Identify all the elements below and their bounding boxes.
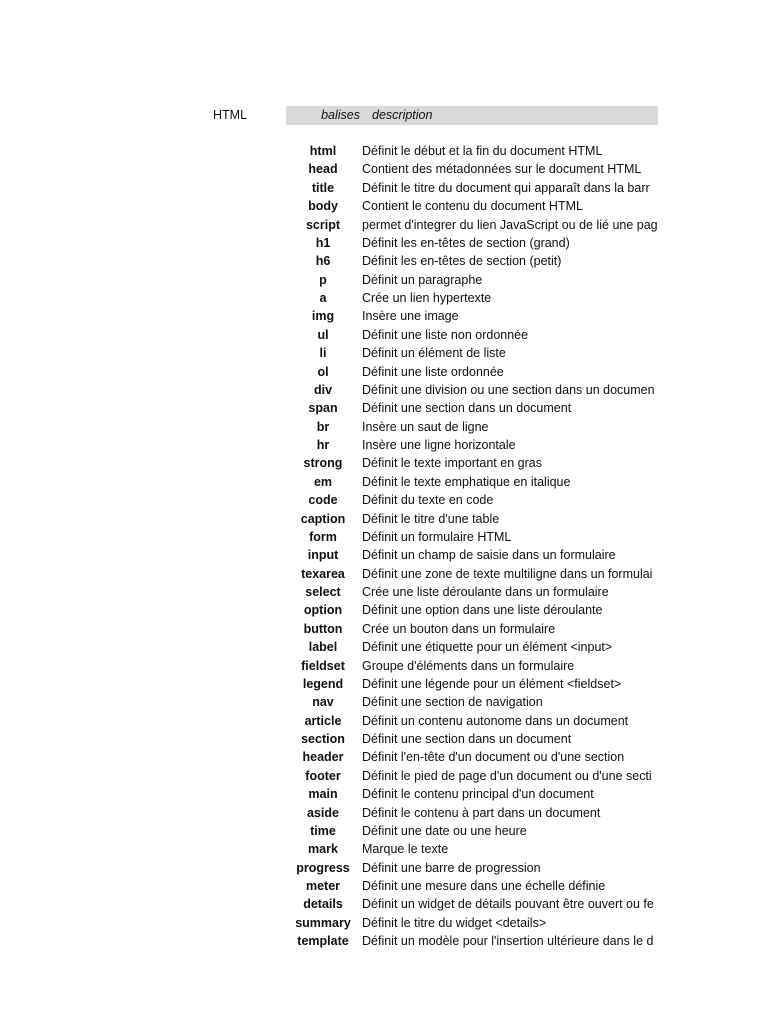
tag-name: strong (303, 456, 343, 471)
tag-description: Définit une option dans une liste déroulante (362, 603, 603, 618)
tag-name: input (307, 548, 339, 563)
table-row (286, 638, 658, 656)
tag-description: Définit l'en-tête d'un document ou d'une section (362, 750, 625, 765)
table-row (286, 491, 658, 509)
table-row (286, 620, 658, 638)
table-row (286, 804, 658, 822)
table-row (286, 289, 658, 307)
table-row (286, 528, 658, 546)
tag-name: option (303, 603, 343, 618)
tag-name: caption (300, 511, 346, 526)
tag-name: body (308, 199, 338, 214)
tag-name: footer (305, 768, 341, 783)
table-row (286, 895, 658, 913)
tag-description: Définit le pied de page d'un document ou d'une secti (362, 768, 652, 783)
table-row (286, 179, 658, 197)
table-row (286, 363, 658, 381)
tag-name: img (311, 309, 335, 324)
tag-description: Définit le titre du widget <details> (362, 915, 547, 930)
tag-description: Insère une ligne horizontale (362, 438, 516, 452)
tag-name: section (301, 732, 345, 746)
table-row (286, 932, 658, 950)
tag-name: ol (317, 364, 329, 379)
tag-description: Groupe d'éléments dans un formulaire (362, 658, 575, 673)
tag-name: head (308, 162, 338, 177)
tag-name: aside (307, 805, 339, 820)
tag-description: Définit une division ou une section dans un documen (362, 382, 655, 397)
tag-description: Définit le contenu principal d'un document (362, 787, 594, 802)
table-row (286, 675, 658, 693)
table-row (286, 326, 658, 344)
tag-name: h6 (315, 254, 331, 269)
tag-description: Définit une légende pour un élément <fieldset> (362, 676, 622, 691)
tag-name: em (313, 474, 333, 489)
table-row (286, 914, 658, 932)
tag-name: summary (295, 915, 351, 930)
tag-name: article (304, 713, 342, 728)
tag-name: main (308, 787, 338, 802)
tag-name: p (319, 272, 327, 287)
table-row (286, 877, 658, 895)
tag-description: Définit le titre du document qui apparaît dans la barr (362, 180, 650, 195)
table-row (286, 601, 658, 619)
tag-description: Insère une image (362, 309, 459, 324)
table-row (286, 657, 658, 675)
tag-description: Définit le texte important en gras (362, 456, 542, 471)
tag-name: details (303, 897, 343, 912)
tag-description: Définit une date ou une heure (362, 823, 527, 838)
tag-name: span (308, 401, 338, 416)
tag-description: Définit une liste non ordonnée (362, 327, 529, 342)
table-row (286, 565, 658, 583)
tag-description: Définit le texte emphatique en italique (362, 474, 571, 489)
tag-name: nav (312, 695, 334, 710)
tag-description: Définit le début et la fin du document HTML (362, 144, 603, 158)
tag-name: select (305, 585, 341, 599)
tag-name: button (303, 621, 343, 636)
tag-name: template (297, 934, 349, 949)
tag-description: Définit une section dans un document (362, 401, 572, 416)
tag-description: Crée une liste déroulante dans un formulaire (362, 585, 609, 599)
table-row (286, 160, 658, 178)
tag-description: Contient des métadonnées sur le document HTML (362, 162, 642, 177)
tag-name: hr (316, 438, 330, 452)
tag-name: title (311, 180, 335, 195)
tag-name: mark (308, 842, 338, 857)
tag-description: Définit un paragraphe (362, 272, 483, 287)
table-row (286, 730, 658, 748)
table-header (286, 106, 658, 125)
table-row (286, 840, 658, 858)
tag-name: header (302, 750, 344, 765)
tag-name: progress (296, 860, 350, 875)
table-row (286, 307, 658, 325)
tag-list (286, 142, 658, 951)
tag-description: Définit une liste ordonnée (362, 364, 504, 379)
tag-description: Définit une barre de progression (362, 860, 541, 875)
tag-description: Définit du texte en code (362, 493, 494, 508)
table-row (286, 418, 658, 436)
tag-description: Définit les en-têtes de section (grand) (362, 235, 570, 250)
table-row (286, 381, 658, 399)
tag-name: legend (302, 676, 344, 691)
table-row (286, 344, 658, 362)
table-row (286, 748, 658, 766)
table-row (286, 234, 658, 252)
table-row (286, 546, 658, 564)
tag-description: Contient le contenu du document HTML (362, 199, 583, 214)
tag-description: Définit une mesure dans une échelle définie (362, 879, 606, 893)
table-row (286, 583, 658, 601)
table-row (286, 822, 658, 840)
table-row (286, 510, 658, 528)
tag-description: Définit le contenu à part dans un document (362, 805, 601, 820)
tag-description: Définit un formulaire HTML (362, 529, 512, 544)
tag-name: html (309, 144, 337, 158)
table-row (286, 216, 658, 234)
tag-description: Définit une zone de texte multiligne dans un formulai (362, 566, 653, 581)
tag-description: Définit un contenu autonome dans un document (362, 713, 629, 728)
table-row (286, 473, 658, 491)
table-row (286, 712, 658, 730)
table-row (286, 693, 658, 711)
table-row (286, 767, 658, 785)
tag-name: li (319, 346, 327, 361)
section-label: HTML (213, 108, 248, 122)
header-tag-column: balises (321, 108, 360, 122)
tag-name: ul (317, 327, 329, 342)
tag-description: Définit le titre d'une table (362, 511, 500, 526)
table-row (286, 859, 658, 877)
tag-name: script (305, 217, 341, 232)
tag-description: Définit un champ de saisie dans un formulaire (362, 548, 616, 563)
tag-description: Marque le texte (362, 842, 449, 857)
tag-description: Définit les en-têtes de section (petit) (362, 254, 562, 269)
tag-description: Définit un modèle pour l'insertion ultérieure dans le d (362, 934, 654, 949)
tag-description: Crée un bouton dans un formulaire (362, 621, 556, 636)
tag-name: br (316, 419, 330, 434)
tag-description: Définit une étiquette pour un élément <input> (362, 640, 613, 655)
table-row (286, 399, 658, 417)
table-row (286, 252, 658, 270)
table-row (286, 197, 658, 215)
tag-name: div (313, 382, 333, 397)
table-row (286, 142, 658, 160)
tag-name: form (309, 529, 337, 544)
table-row (286, 436, 658, 454)
table-row (286, 271, 658, 289)
tag-description: Définit un élément de liste (362, 346, 506, 361)
tag-description: Définit une section de navigation (362, 695, 543, 710)
tag-description: Crée un lien hypertexte (362, 291, 492, 305)
header-description-column: description (372, 108, 433, 122)
tag-name: code (308, 493, 338, 508)
tag-name: h1 (315, 235, 331, 250)
tag-description: permet d'integrer du lien JavaScript ou de lié une pag (362, 217, 658, 232)
tag-name: time (310, 823, 336, 838)
table-row (286, 785, 658, 803)
tag-name: a (319, 291, 327, 305)
tag-name: fieldset (301, 658, 345, 673)
tag-description: Insère un saut de ligne (362, 419, 489, 434)
tag-name: label (308, 640, 338, 655)
tag-name: meter (305, 879, 341, 893)
tag-name: texarea (301, 566, 345, 581)
tag-description: Définit une section dans un document (362, 732, 572, 746)
tag-description: Définit un widget de détails pouvant être ouvert ou fe (362, 897, 654, 912)
table-row (286, 454, 658, 472)
